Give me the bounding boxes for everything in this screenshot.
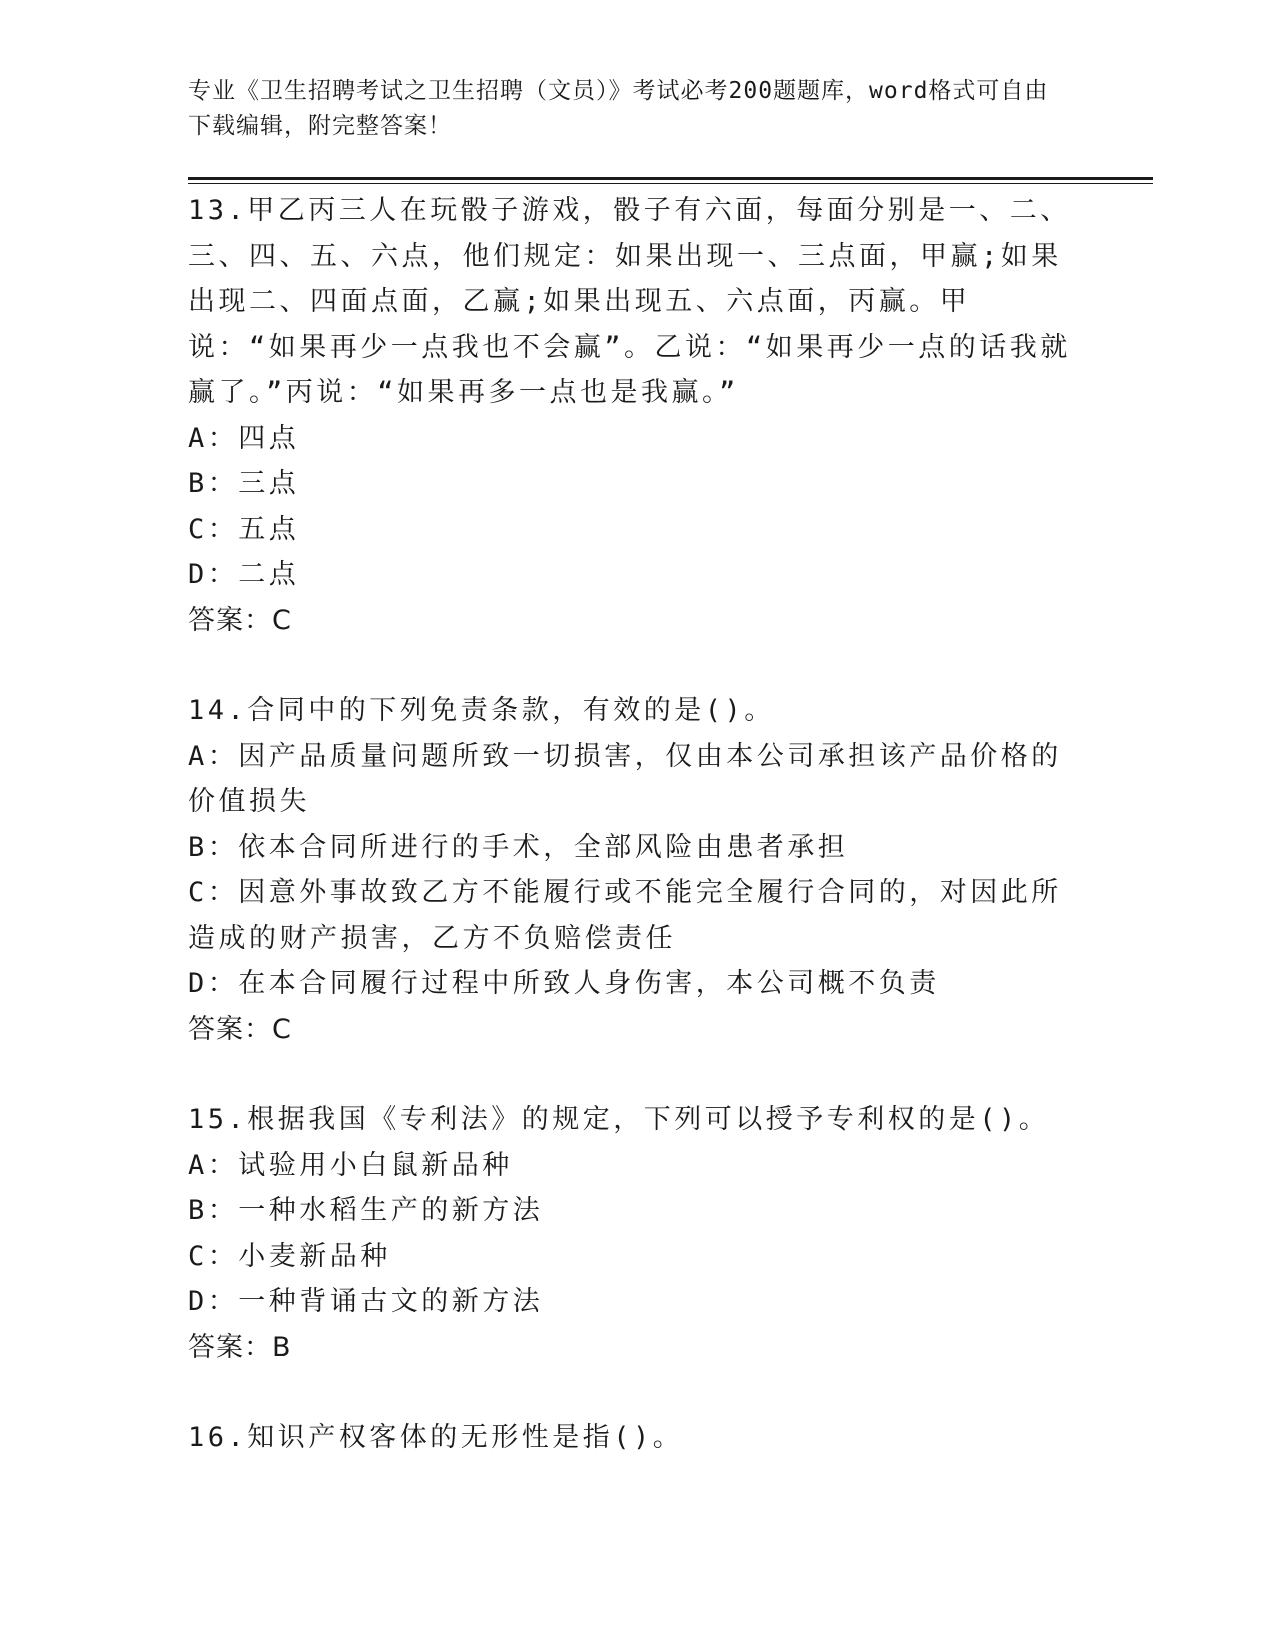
- question-14: [188, 688, 1078, 1052]
- question-spacer: [188, 643, 1078, 688]
- answer-line: 答案：B: [188, 1331, 292, 1363]
- question-16: [188, 1415, 1078, 1461]
- question-list: [188, 188, 1078, 1461]
- option-a: A：因产品质量问题所致一切损害，仅由本公司承担该产品价格的价值损失: [188, 740, 1062, 817]
- header-rule-thick: [188, 177, 1153, 180]
- question-spacer: [188, 1052, 1078, 1097]
- answer-line: 答案：C: [188, 604, 292, 636]
- header-rule-thin: [188, 183, 1153, 184]
- answer-line: 答案：C: [188, 1013, 292, 1045]
- option-b: B：依本合同所进行的手术，全部风险由患者承担: [188, 831, 849, 863]
- question-stem: 16.知识产权客体的无形性是指()。: [188, 1422, 684, 1453]
- option-c: C：因意外事故致乙方不能履行或不能完全履行合同的，对因此所造成的财产损害，乙方不负赔偿责任: [188, 877, 1062, 954]
- option-d: D：在本合同履行过程中所致人身伤害，本公司概不负责: [188, 968, 940, 999]
- question-stem: 13.甲乙丙三人在玩骰子游戏，骰子有六面，每面分别是一、二、三、四、五、六点，他们规定：如果出现一、三点面，甲赢;如果出现二、四面点面，乙赢;如果出现五、六点面，丙赢。甲说：“如果再少一点我也不会赢”。乙说：“如果再少一点的话我就赢了。”丙说：“如果再多一点也是我赢。”: [188, 195, 1071, 408]
- document-header: [188, 74, 1068, 144]
- option-d: D：一种背诵古文的新方法: [188, 1286, 544, 1317]
- option-c: C：小麦新品种: [188, 1240, 391, 1272]
- header-intro: 专业《卫生招聘考试之卫生招聘（文员）》考试必考200题题库，word格式可自由下载编辑，附完整答案！: [188, 78, 1049, 139]
- option-c: C：五点: [188, 513, 300, 545]
- question-13: [188, 188, 1078, 643]
- question-spacer: [188, 1370, 1078, 1415]
- question-stem: 15.根据我国《专利法》的规定，下列可以授予专利权的是()。: [188, 1104, 1050, 1135]
- option-b: B：三点: [188, 468, 300, 499]
- question-15: [188, 1097, 1078, 1370]
- option-a: A：试验用小白鼠新品种: [188, 1149, 513, 1181]
- option-b: B：一种水稻生产的新方法: [188, 1195, 544, 1226]
- option-a: A：四点: [188, 422, 300, 454]
- option-d: D：二点: [188, 559, 300, 590]
- question-stem: 14.合同中的下列免责条款，有效的是()。: [188, 695, 775, 726]
